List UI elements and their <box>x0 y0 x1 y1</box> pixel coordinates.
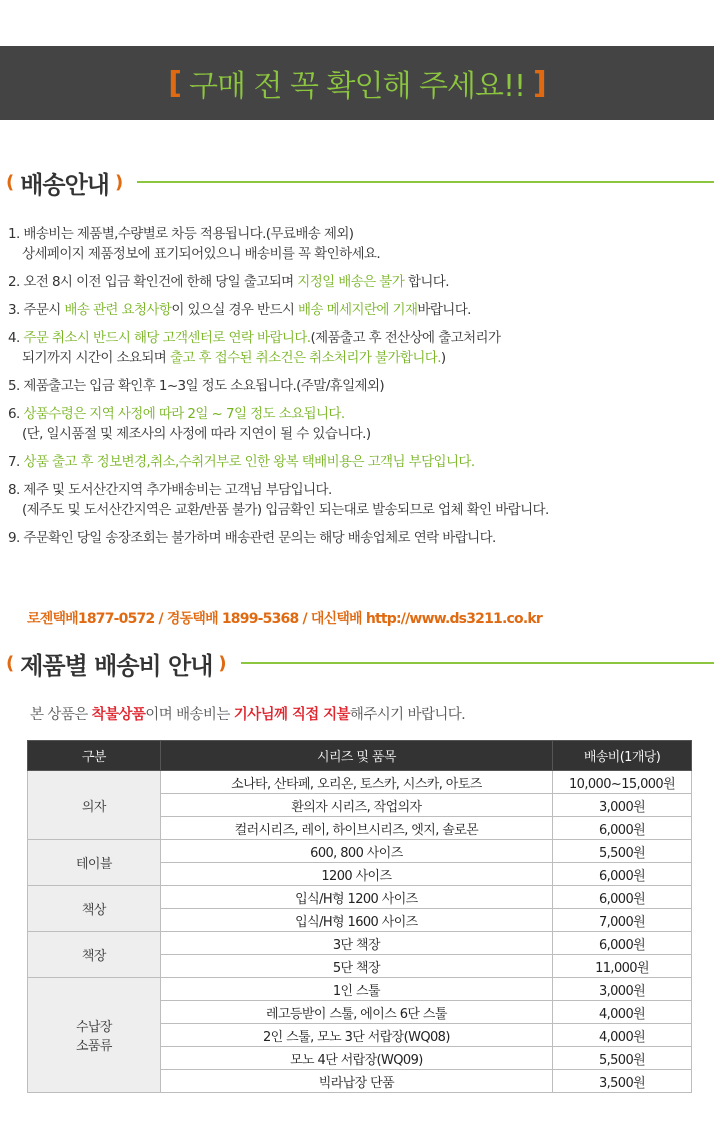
category-cell: 책상 <box>28 886 161 932</box>
heading-divider <box>241 662 714 664</box>
fee-cell: 3,000원 <box>553 978 692 1001</box>
fee-cell: 4,000원 <box>553 1001 692 1024</box>
notice-text: 1. 배송비는 제품별,수량별로 차등 적용됩니다.(무료배송 제외) <box>8 226 354 242</box>
notice-line <box>8 274 449 290</box>
notice-highlight: 배송 관련 요청사항 <box>64 302 172 318</box>
notice-item <box>8 452 714 472</box>
notice-text: (제품출고 후 전산상에 출고처리가 <box>310 330 501 346</box>
notice-text: 바랍니다. <box>417 302 471 318</box>
fee-cell: 6,000원 <box>553 817 692 840</box>
banner-bracket-open: [ <box>168 65 181 101</box>
fee-cell: 6,000원 <box>553 863 692 886</box>
table-row <box>28 840 692 863</box>
notice-item <box>8 528 714 548</box>
notice-highlight: 지정일 배송은 불가 <box>297 274 405 290</box>
heading-paren-open: ( <box>6 171 15 193</box>
item-cell: 1인 스툴 <box>160 978 552 1001</box>
item-cell: 레고등받이 스툴, 에이스 6단 스툴 <box>160 1001 552 1024</box>
notice-line <box>8 348 714 368</box>
fee-cell: 3,500원 <box>553 1070 692 1093</box>
section-title: 제품별 배송비 안내 <box>20 651 213 680</box>
notice-line <box>8 406 345 422</box>
fee-cell: 6,000원 <box>553 932 692 955</box>
notice-text: 9. 주문확인 당일 송장조회는 불가하며 배송관련 문의는 해당 배송업체로 연락 바랍니다. <box>8 530 496 546</box>
notice-highlight: 주문 취소시 반드시 해당 고객센터로 연락 바랍니다. <box>23 330 311 346</box>
fee-cell: 11,000원 <box>553 955 692 978</box>
fee-cell: 6,000원 <box>553 886 692 909</box>
fee-cell: 5,500원 <box>553 840 692 863</box>
shipping-notice-list <box>8 224 714 556</box>
item-cell: 2인 스툴, 모노 3단 서랍장(WQ08) <box>160 1024 552 1047</box>
item-cell: 컬러시리즈, 레이, 하이브시리즈, 엣지, 솔로몬 <box>160 817 552 840</box>
item-cell: 빅라납장 단품 <box>160 1070 552 1093</box>
notice-line <box>8 378 384 394</box>
header-item: 시리즈 및 품목 <box>160 741 552 771</box>
notice-text: 상세페이지 제품정보에 표기되어있으니 배송비를 꼭 확인하세요. <box>22 246 381 262</box>
fee-guide-heading <box>6 646 714 680</box>
notice-highlight: 상품 출고 후 정보변경,취소,수취거부로 인한 왕복 택배비용은 고객님 부담입니다. <box>23 454 475 470</box>
notice-banner <box>0 46 714 120</box>
fee-cell: 4,000원 <box>553 1024 692 1047</box>
notice-item <box>8 300 714 320</box>
notice-item <box>8 328 714 368</box>
category-cell: 수납장 소품류 <box>28 978 161 1093</box>
intro-highlight: 기사님께 직접 지불 <box>233 707 350 723</box>
banner-title: 구매 전 꼭 확인해 주세요!! <box>189 69 525 104</box>
item-cell: 모노 4단 서랍장(WQ09) <box>160 1047 552 1070</box>
shipping-info-heading <box>6 165 714 199</box>
notice-highlight: 출고 후 접수된 취소건은 취소처리가 불가합니다. <box>169 350 441 366</box>
notice-text: 4. <box>8 330 24 346</box>
notice-item <box>8 376 714 396</box>
notice-text: 5. 제품출고는 입금 확인후 1~3일 정도 소요됩니다.(주말/휴일제외) <box>8 378 385 394</box>
notice-line <box>8 302 471 318</box>
heading-paren-open: ( <box>6 652 15 674</box>
category-cell: 테이블 <box>28 840 161 886</box>
category-cell: 책장 <box>28 932 161 978</box>
notice-text: 3. 주문시 <box>8 302 65 318</box>
notice-text: 6. <box>8 406 24 422</box>
notice-line <box>8 244 714 264</box>
notice-text: (제주도 및 도서산간지역은 교환/반품 불가) 입금확인 되는대로 발송되므로 업체 확인 바랍니다. <box>22 502 549 518</box>
notice-line <box>8 424 714 444</box>
banner-bracket-close: ] <box>533 65 546 101</box>
notice-text: 이 있으실 경우 반드시 <box>171 302 299 318</box>
payment-intro <box>30 703 465 724</box>
notice-text: 7. <box>8 454 24 470</box>
notice-text: 합니다. <box>404 274 449 290</box>
notice-highlight: 배송 메세지란에 기재 <box>298 302 418 318</box>
notice-line <box>8 226 353 242</box>
item-cell: 5단 책장 <box>160 955 552 978</box>
item-cell: 3단 책장 <box>160 932 552 955</box>
table-row <box>28 932 692 955</box>
intro-text: 본 상품은 <box>30 707 92 723</box>
header-category: 구분 <box>28 741 161 771</box>
section-title: 배송안내 <box>20 170 109 199</box>
fee-cell: 3,000원 <box>553 794 692 817</box>
notice-item <box>8 404 714 444</box>
item-cell: 600, 800 사이즈 <box>160 840 552 863</box>
notice-text: 8. 제주 및 도서산간지역 추가배송비는 고객님 부담입니다. <box>8 482 332 498</box>
table-row <box>28 978 692 1001</box>
notice-text: (단, 일시품절 및 제조사의 사정에 따라 지연이 될 수 있습니다.) <box>22 426 371 442</box>
heading-paren-close: ) <box>218 652 227 674</box>
notice-text: ) <box>440 350 446 366</box>
intro-text: 이며 배송비는 <box>145 707 234 723</box>
heading-divider <box>137 181 714 183</box>
header-fee: 배송비(1개당) <box>553 741 692 771</box>
intro-text: 해주시기 바랍니다. <box>349 707 466 723</box>
notice-line <box>8 482 332 498</box>
table-row <box>28 886 692 909</box>
table-header-row <box>28 741 692 771</box>
notice-line <box>8 530 496 546</box>
item-cell: 환의자 시리즈, 작업의자 <box>160 794 552 817</box>
heading-paren-close: ) <box>114 171 124 193</box>
item-cell: 입식/H형 1600 사이즈 <box>160 909 552 932</box>
fee-cell: 10,000~15,000원 <box>553 771 692 794</box>
intro-highlight: 착불상품 <box>91 707 146 723</box>
notice-line <box>8 500 714 520</box>
carrier-contacts: 로젠택배1877-0572 / 경동택배 1899-5368 / 대신택배 http://www.ds3211.co.kr <box>27 611 542 627</box>
notice-line <box>8 330 500 346</box>
item-cell: 소나타, 산타페, 오리온, 토스카, 시스카, 아토즈 <box>160 771 552 794</box>
table-row <box>28 771 692 794</box>
notice-text: 되기까지 시간이 소요되며 <box>22 350 170 366</box>
notice-item <box>8 272 714 292</box>
notice-item <box>8 480 714 520</box>
fee-cell: 7,000원 <box>553 909 692 932</box>
fee-cell: 5,500원 <box>553 1047 692 1070</box>
notice-item <box>8 224 714 264</box>
item-cell: 1200 사이즈 <box>160 863 552 886</box>
notice-text: 2. 오전 8시 이전 입금 확인건에 한해 당일 출고되며 <box>8 274 298 290</box>
category-cell: 의자 <box>28 771 161 840</box>
item-cell: 입식/H형 1200 사이즈 <box>160 886 552 909</box>
shipping-fee-table <box>27 740 692 1093</box>
notice-highlight: 상품수령은 지역 사정에 따라 2일 ~ 7일 정도 소요됩니다. <box>23 406 345 422</box>
notice-line <box>8 454 475 470</box>
